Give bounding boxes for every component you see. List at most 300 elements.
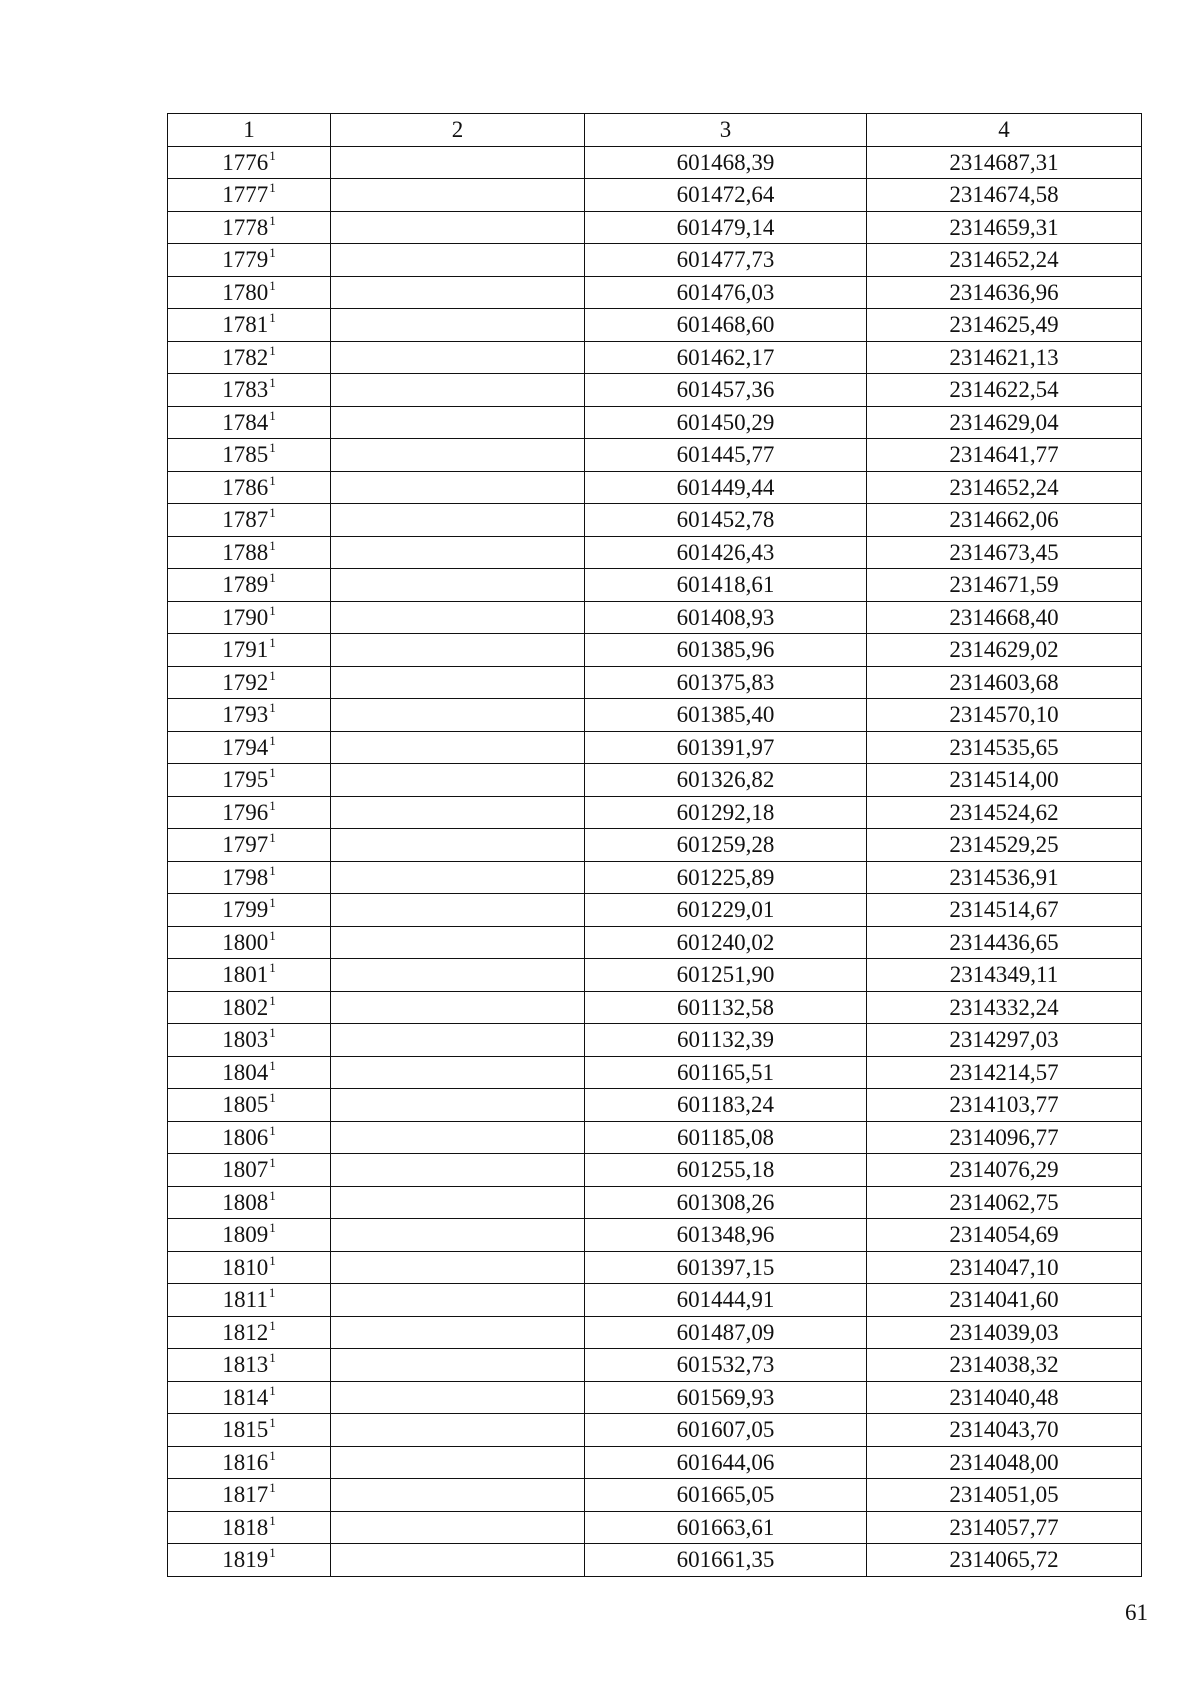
table-row xyxy=(168,731,1142,764)
y-coordinate-cell: 2314332,24 xyxy=(867,991,1142,1024)
table-row xyxy=(168,1316,1142,1349)
point-number-cell xyxy=(168,569,331,602)
x-coordinate-cell: 601185,08 xyxy=(585,1121,867,1154)
table-row xyxy=(168,1121,1142,1154)
y-coordinate-cell: 2314076,29 xyxy=(867,1154,1142,1187)
point-number: 1787 xyxy=(222,507,269,533)
x-coordinate-cell: 601445,77 xyxy=(585,439,867,472)
point-number: 1792 xyxy=(222,669,269,695)
point-superscript: 1 xyxy=(269,1382,276,1398)
point-number-cell xyxy=(168,1089,331,1122)
point-superscript: 1 xyxy=(269,1447,276,1463)
x-coordinate-cell: 601251,90 xyxy=(585,959,867,992)
x-coordinate-cell: 601468,39 xyxy=(585,146,867,179)
description-cell xyxy=(331,406,585,439)
x-coordinate-cell: 601569,93 xyxy=(585,1381,867,1414)
description-cell xyxy=(331,1219,585,1252)
table-row xyxy=(168,309,1142,342)
point-superscript: 1 xyxy=(269,602,276,618)
table-row xyxy=(168,764,1142,797)
description-cell xyxy=(331,374,585,407)
point-number: 1782 xyxy=(222,344,269,370)
y-coordinate-cell: 2314349,11 xyxy=(867,959,1142,992)
y-coordinate-cell: 2314065,72 xyxy=(867,1544,1142,1577)
point-superscript: 1 xyxy=(269,1090,276,1106)
table-row xyxy=(168,1284,1142,1317)
point-number: 1818 xyxy=(222,1514,269,1540)
point-number-cell xyxy=(168,211,331,244)
point-number-cell xyxy=(168,1186,331,1219)
x-coordinate-cell: 601468,60 xyxy=(585,309,867,342)
point-number: 1789 xyxy=(222,572,269,598)
description-cell xyxy=(331,341,585,374)
description-cell xyxy=(331,991,585,1024)
description-cell xyxy=(331,569,585,602)
point-number: 1803 xyxy=(222,1027,269,1053)
point-superscript: 1 xyxy=(269,1187,276,1203)
point-superscript: 1 xyxy=(269,342,276,358)
point-superscript: 1 xyxy=(268,1285,276,1301)
point-number-cell xyxy=(168,1381,331,1414)
y-coordinate-cell: 2314570,10 xyxy=(867,699,1142,732)
point-number: 1809 xyxy=(222,1222,269,1248)
point-number: 1781 xyxy=(222,312,269,338)
table-row xyxy=(168,244,1142,277)
table-row xyxy=(168,1219,1142,1252)
point-number-cell xyxy=(168,829,331,862)
point-superscript: 1 xyxy=(269,180,276,196)
point-superscript: 1 xyxy=(269,1220,276,1236)
point-number-cell xyxy=(168,861,331,894)
point-number-cell xyxy=(168,1316,331,1349)
point-number: 1779 xyxy=(222,247,269,273)
table-row xyxy=(168,211,1142,244)
point-number-cell xyxy=(168,146,331,179)
point-superscript: 1 xyxy=(269,1512,276,1528)
point-number-cell xyxy=(168,764,331,797)
point-number: 1786 xyxy=(222,474,269,500)
description-cell xyxy=(331,894,585,927)
table-row xyxy=(168,179,1142,212)
point-number-cell xyxy=(168,276,331,309)
point-number-cell xyxy=(168,1251,331,1284)
description-cell xyxy=(331,764,585,797)
point-number-cell xyxy=(168,699,331,732)
point-superscript: 1 xyxy=(269,277,276,293)
y-coordinate-cell: 2314662,06 xyxy=(867,504,1142,537)
point-superscript: 1 xyxy=(269,667,276,683)
x-coordinate-cell: 601397,15 xyxy=(585,1251,867,1284)
table-row xyxy=(168,1024,1142,1057)
table-row xyxy=(168,796,1142,829)
description-cell xyxy=(331,179,585,212)
table-row xyxy=(168,504,1142,537)
description-cell xyxy=(331,1251,585,1284)
description-cell xyxy=(331,309,585,342)
y-coordinate-cell: 2314659,31 xyxy=(867,211,1142,244)
x-coordinate-cell: 601132,58 xyxy=(585,991,867,1024)
point-number-cell xyxy=(168,959,331,992)
point-number-cell xyxy=(168,406,331,439)
y-coordinate-cell: 2314636,96 xyxy=(867,276,1142,309)
point-superscript: 1 xyxy=(269,895,276,911)
description-cell xyxy=(331,146,585,179)
x-coordinate-cell: 601326,82 xyxy=(585,764,867,797)
y-coordinate-cell: 2314038,32 xyxy=(867,1349,1142,1382)
x-coordinate-cell: 601472,64 xyxy=(585,179,867,212)
x-coordinate-cell: 601385,96 xyxy=(585,634,867,667)
point-superscript: 1 xyxy=(269,1317,276,1333)
y-coordinate-cell: 2314051,05 xyxy=(867,1479,1142,1512)
point-superscript: 1 xyxy=(269,992,276,1008)
table-row xyxy=(168,1251,1142,1284)
description-cell xyxy=(331,601,585,634)
page-number: 61 xyxy=(1125,1600,1148,1625)
point-superscript: 1 xyxy=(269,862,276,878)
x-coordinate-cell: 601132,39 xyxy=(585,1024,867,1057)
point-number-cell xyxy=(168,796,331,829)
header-row xyxy=(168,114,1142,147)
point-superscript: 1 xyxy=(269,1252,276,1268)
point-number: 1794 xyxy=(222,734,269,760)
description-cell xyxy=(331,699,585,732)
point-superscript: 1 xyxy=(269,1415,276,1431)
description-cell xyxy=(331,471,585,504)
x-coordinate-cell: 601644,06 xyxy=(585,1446,867,1479)
x-coordinate-cell: 601391,97 xyxy=(585,731,867,764)
point-number-cell xyxy=(168,1446,331,1479)
y-coordinate-cell: 2314535,65 xyxy=(867,731,1142,764)
point-number: 1797 xyxy=(222,832,269,858)
description-cell xyxy=(331,926,585,959)
x-coordinate-cell: 601661,35 xyxy=(585,1544,867,1577)
point-superscript: 1 xyxy=(269,147,276,163)
point-superscript: 1 xyxy=(269,1025,276,1041)
point-number: 1819 xyxy=(222,1547,269,1573)
point-number: 1799 xyxy=(222,897,269,923)
point-superscript: 1 xyxy=(269,1155,276,1171)
description-cell xyxy=(331,1024,585,1057)
point-number: 1817 xyxy=(222,1482,269,1508)
table-row xyxy=(168,959,1142,992)
x-coordinate-cell: 601444,91 xyxy=(585,1284,867,1317)
description-cell xyxy=(331,634,585,667)
description-cell xyxy=(331,1414,585,1447)
x-coordinate-cell: 601165,51 xyxy=(585,1056,867,1089)
x-coordinate-cell: 601452,78 xyxy=(585,504,867,537)
x-coordinate-cell: 601449,44 xyxy=(585,471,867,504)
point-number-cell xyxy=(168,1414,331,1447)
y-coordinate-cell: 2314514,00 xyxy=(867,764,1142,797)
description-cell xyxy=(331,1316,585,1349)
point-superscript: 1 xyxy=(269,700,276,716)
point-number-cell xyxy=(168,1284,331,1317)
description-cell xyxy=(331,1154,585,1187)
y-coordinate-cell: 2314687,31 xyxy=(867,146,1142,179)
x-coordinate-cell: 601462,17 xyxy=(585,341,867,374)
y-coordinate-cell: 2314297,03 xyxy=(867,1024,1142,1057)
x-coordinate-cell: 601450,29 xyxy=(585,406,867,439)
point-number-cell xyxy=(168,666,331,699)
table-row xyxy=(168,1446,1142,1479)
point-number: 1798 xyxy=(222,864,269,890)
point-number-cell xyxy=(168,536,331,569)
point-superscript: 1 xyxy=(269,732,276,748)
point-superscript: 1 xyxy=(269,960,276,976)
point-number: 1785 xyxy=(222,442,269,468)
y-coordinate-cell: 2314674,58 xyxy=(867,179,1142,212)
description-cell xyxy=(331,439,585,472)
point-number-cell xyxy=(168,341,331,374)
point-number-cell xyxy=(168,374,331,407)
point-superscript: 1 xyxy=(269,440,276,456)
point-superscript: 1 xyxy=(269,245,276,261)
point-number: 1804 xyxy=(222,1059,269,1085)
point-superscript: 1 xyxy=(269,1480,276,1496)
table-row xyxy=(168,1511,1142,1544)
table-row xyxy=(168,1056,1142,1089)
point-number-cell xyxy=(168,1349,331,1382)
x-coordinate-cell: 601479,14 xyxy=(585,211,867,244)
y-coordinate-cell: 2314214,57 xyxy=(867,1056,1142,1089)
point-number: 1780 xyxy=(222,279,269,305)
table-row xyxy=(168,439,1142,472)
description-cell xyxy=(331,796,585,829)
point-superscript: 1 xyxy=(269,375,276,391)
y-coordinate-cell: 2314043,70 xyxy=(867,1414,1142,1447)
point-superscript: 1 xyxy=(269,765,276,781)
description-cell xyxy=(331,959,585,992)
description-cell xyxy=(331,1381,585,1414)
column-header-2: 2 xyxy=(331,114,585,147)
y-coordinate-cell: 2314621,13 xyxy=(867,341,1142,374)
description-cell xyxy=(331,1186,585,1219)
point-superscript: 1 xyxy=(269,1545,276,1561)
point-number-cell xyxy=(168,991,331,1024)
table-row xyxy=(168,1414,1142,1447)
x-coordinate-cell: 601183,24 xyxy=(585,1089,867,1122)
x-coordinate-cell: 601426,43 xyxy=(585,536,867,569)
table-row xyxy=(168,374,1142,407)
y-coordinate-cell: 2314103,77 xyxy=(867,1089,1142,1122)
point-number: 1790 xyxy=(222,604,269,630)
point-number-cell xyxy=(168,1024,331,1057)
point-superscript: 1 xyxy=(269,212,276,228)
x-coordinate-cell: 601607,05 xyxy=(585,1414,867,1447)
y-coordinate-cell: 2314048,00 xyxy=(867,1446,1142,1479)
point-number-cell xyxy=(168,504,331,537)
x-coordinate-cell: 601532,73 xyxy=(585,1349,867,1382)
y-coordinate-cell: 2314629,02 xyxy=(867,634,1142,667)
y-coordinate-cell: 2314054,69 xyxy=(867,1219,1142,1252)
point-number: 1776 xyxy=(222,149,269,175)
point-superscript: 1 xyxy=(269,570,276,586)
point-number: 1777 xyxy=(222,182,269,208)
y-coordinate-cell: 2314096,77 xyxy=(867,1121,1142,1154)
point-superscript: 1 xyxy=(269,1122,276,1138)
x-coordinate-cell: 601663,61 xyxy=(585,1511,867,1544)
y-coordinate-cell: 2314057,77 xyxy=(867,1511,1142,1544)
table-row xyxy=(168,1089,1142,1122)
table-row xyxy=(168,926,1142,959)
description-cell xyxy=(331,1511,585,1544)
point-superscript: 1 xyxy=(269,310,276,326)
x-coordinate-cell: 601375,83 xyxy=(585,666,867,699)
table-header xyxy=(168,114,1142,147)
column-header-4: 4 xyxy=(867,114,1142,147)
y-coordinate-cell: 2314673,45 xyxy=(867,536,1142,569)
description-cell xyxy=(331,536,585,569)
y-coordinate-cell: 2314629,04 xyxy=(867,406,1142,439)
point-number-cell xyxy=(168,1121,331,1154)
x-coordinate-cell: 601476,03 xyxy=(585,276,867,309)
point-number: 1795 xyxy=(222,767,269,793)
y-coordinate-cell: 2314039,03 xyxy=(867,1316,1142,1349)
point-number: 1778 xyxy=(222,214,269,240)
point-number: 1816 xyxy=(222,1449,269,1475)
point-number: 1791 xyxy=(222,637,269,663)
point-number: 1810 xyxy=(222,1254,269,1280)
point-number: 1806 xyxy=(222,1124,269,1150)
x-coordinate-cell: 601418,61 xyxy=(585,569,867,602)
description-cell xyxy=(331,731,585,764)
table-row xyxy=(168,146,1142,179)
point-number: 1811 xyxy=(222,1287,268,1313)
table-row xyxy=(168,1186,1142,1219)
point-number-cell xyxy=(168,1511,331,1544)
description-cell xyxy=(331,211,585,244)
description-cell xyxy=(331,829,585,862)
description-cell xyxy=(331,244,585,277)
x-coordinate-cell: 601229,01 xyxy=(585,894,867,927)
table-row xyxy=(168,829,1142,862)
x-coordinate-cell: 601225,89 xyxy=(585,861,867,894)
x-coordinate-cell: 601665,05 xyxy=(585,1479,867,1512)
table-row xyxy=(168,406,1142,439)
x-coordinate-cell: 601487,09 xyxy=(585,1316,867,1349)
point-number-cell xyxy=(168,244,331,277)
x-coordinate-cell: 601457,36 xyxy=(585,374,867,407)
y-coordinate-cell: 2314652,24 xyxy=(867,244,1142,277)
point-number: 1783 xyxy=(222,377,269,403)
table-body xyxy=(168,146,1142,1576)
point-number: 1800 xyxy=(222,929,269,955)
point-number-cell xyxy=(168,1219,331,1252)
description-cell xyxy=(331,1446,585,1479)
table-row xyxy=(168,276,1142,309)
point-number: 1808 xyxy=(222,1189,269,1215)
point-number: 1813 xyxy=(222,1352,269,1378)
x-coordinate-cell: 601255,18 xyxy=(585,1154,867,1187)
table-row xyxy=(168,1381,1142,1414)
table-row xyxy=(168,634,1142,667)
description-cell xyxy=(331,276,585,309)
point-superscript: 1 xyxy=(269,537,276,553)
description-cell xyxy=(331,861,585,894)
table-row xyxy=(168,1544,1142,1577)
table-row xyxy=(168,341,1142,374)
description-cell xyxy=(331,1056,585,1089)
point-number-cell xyxy=(168,1056,331,1089)
point-number: 1805 xyxy=(222,1092,269,1118)
table-row xyxy=(168,991,1142,1024)
point-superscript: 1 xyxy=(269,505,276,521)
y-coordinate-cell: 2314514,67 xyxy=(867,894,1142,927)
y-coordinate-cell: 2314047,10 xyxy=(867,1251,1142,1284)
table-row xyxy=(168,861,1142,894)
table-row xyxy=(168,666,1142,699)
table-row xyxy=(168,536,1142,569)
y-coordinate-cell: 2314641,77 xyxy=(867,439,1142,472)
point-number-cell xyxy=(168,471,331,504)
table-row xyxy=(168,699,1142,732)
point-number: 1784 xyxy=(222,409,269,435)
y-coordinate-cell: 2314524,62 xyxy=(867,796,1142,829)
point-superscript: 1 xyxy=(269,635,276,651)
point-number: 1796 xyxy=(222,799,269,825)
point-number-cell xyxy=(168,439,331,472)
point-superscript: 1 xyxy=(269,407,276,423)
point-number: 1812 xyxy=(222,1319,269,1345)
point-number-cell xyxy=(168,894,331,927)
point-number: 1788 xyxy=(222,539,269,565)
y-coordinate-cell: 2314603,68 xyxy=(867,666,1142,699)
x-coordinate-cell: 601348,96 xyxy=(585,1219,867,1252)
point-superscript: 1 xyxy=(269,1350,276,1366)
description-cell xyxy=(331,1349,585,1382)
description-cell xyxy=(331,1089,585,1122)
x-coordinate-cell: 601408,93 xyxy=(585,601,867,634)
point-superscript: 1 xyxy=(269,472,276,488)
point-number: 1802 xyxy=(222,994,269,1020)
point-number: 1793 xyxy=(222,702,269,728)
point-superscript: 1 xyxy=(269,1057,276,1073)
point-number: 1814 xyxy=(222,1384,269,1410)
coordinates-table xyxy=(167,113,1142,1577)
y-coordinate-cell: 2314668,40 xyxy=(867,601,1142,634)
point-number-cell xyxy=(168,309,331,342)
table-row xyxy=(168,601,1142,634)
column-header-3: 3 xyxy=(585,114,867,147)
description-cell xyxy=(331,504,585,537)
point-superscript: 1 xyxy=(269,830,276,846)
point-number: 1801 xyxy=(222,962,269,988)
column-header-1: 1 xyxy=(168,114,331,147)
point-superscript: 1 xyxy=(269,797,276,813)
x-coordinate-cell: 601477,73 xyxy=(585,244,867,277)
point-number-cell xyxy=(168,601,331,634)
x-coordinate-cell: 601308,26 xyxy=(585,1186,867,1219)
table-row xyxy=(168,569,1142,602)
y-coordinate-cell: 2314436,65 xyxy=(867,926,1142,959)
y-coordinate-cell: 2314040,48 xyxy=(867,1381,1142,1414)
point-number-cell xyxy=(168,1154,331,1187)
description-cell xyxy=(331,1284,585,1317)
y-coordinate-cell: 2314671,59 xyxy=(867,569,1142,602)
description-cell xyxy=(331,1479,585,1512)
y-coordinate-cell: 2314652,24 xyxy=(867,471,1142,504)
point-number-cell xyxy=(168,731,331,764)
x-coordinate-cell: 601385,40 xyxy=(585,699,867,732)
description-cell xyxy=(331,1121,585,1154)
point-number-cell xyxy=(168,926,331,959)
point-number: 1815 xyxy=(222,1417,269,1443)
table-row xyxy=(168,471,1142,504)
y-coordinate-cell: 2314062,75 xyxy=(867,1186,1142,1219)
y-coordinate-cell: 2314041,60 xyxy=(867,1284,1142,1317)
table-row xyxy=(168,1154,1142,1187)
point-number-cell xyxy=(168,634,331,667)
